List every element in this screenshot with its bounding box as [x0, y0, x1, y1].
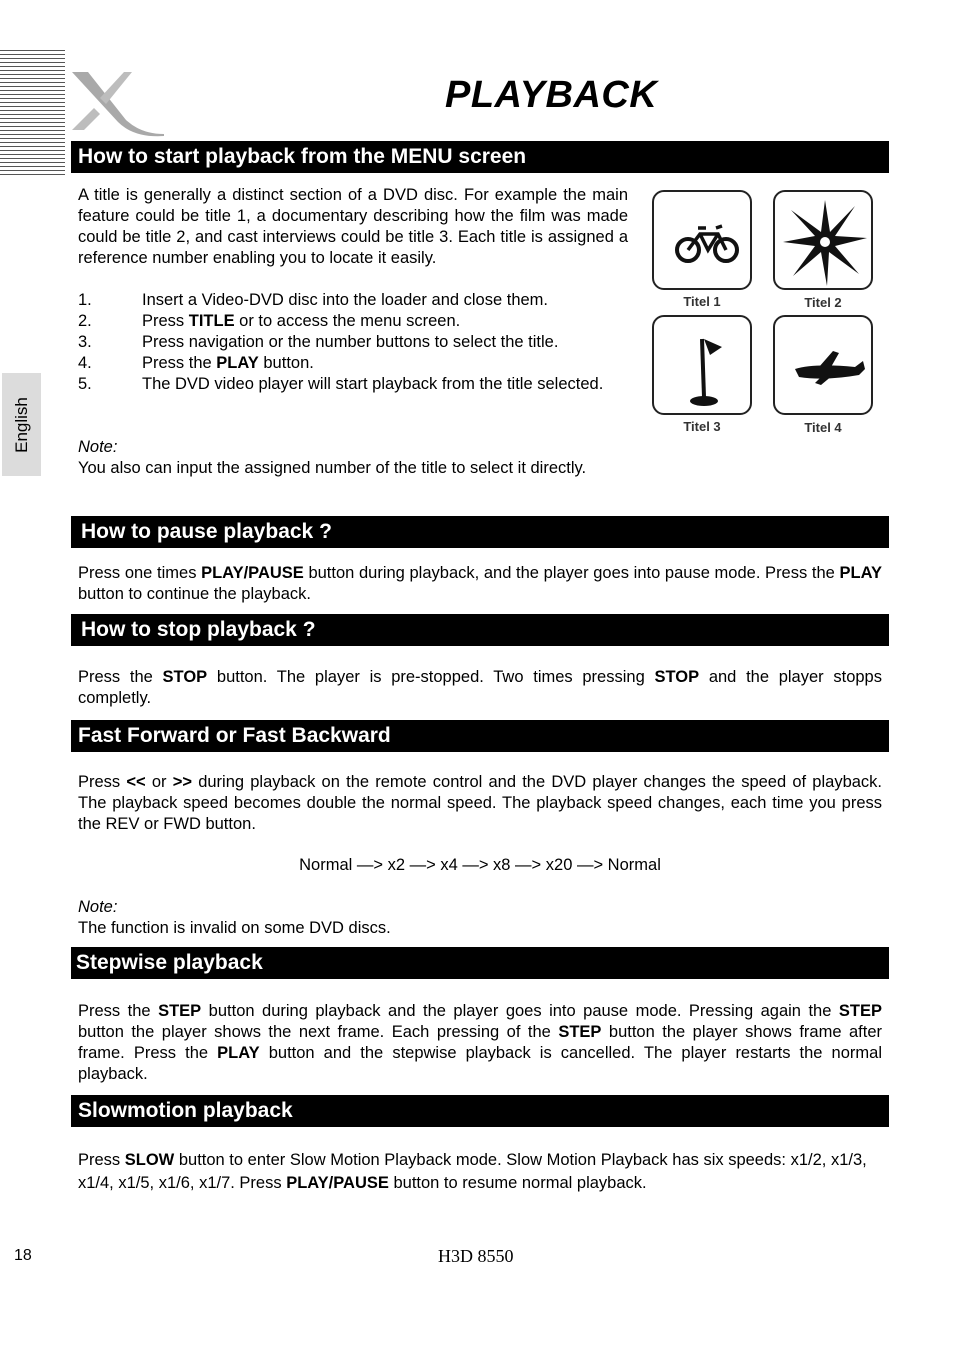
title-tile-3: [652, 315, 752, 415]
section-heading-text: How to stop playback ?: [81, 618, 316, 641]
heading-texture: [849, 720, 889, 752]
page-title: PLAYBACK: [445, 74, 658, 116]
list-item: [78, 311, 628, 332]
note-text: The function is invalid on some DVD discs.: [78, 919, 391, 937]
model-name: H3D 8550: [438, 1246, 514, 1266]
list-item: [78, 353, 628, 374]
tile-label: Titel 1: [683, 294, 721, 309]
tile-label: Titel 2: [804, 295, 842, 310]
decorative-stripes: [0, 50, 65, 178]
note-label: Note:: [78, 898, 118, 916]
list-item: [78, 332, 628, 353]
step-text: Insert a Video-DVD disc into the loader and close them.: [142, 291, 548, 309]
section-heading-text: How to start playback from the MENU screen: [78, 145, 527, 168]
menu-intro: [78, 185, 628, 269]
language-label: English: [11, 396, 31, 453]
section-heading-step: [71, 947, 889, 979]
starburst-icon: [775, 192, 875, 292]
list-item: [78, 374, 628, 395]
menu-note: [78, 437, 628, 479]
speed-sequence: Normal —> x2 —> x4 —> x8 —> x20 —> Normal: [299, 856, 661, 874]
section-heading-text: How to pause playback ?: [81, 520, 332, 543]
note-label: Note:: [78, 438, 118, 456]
fast-note: [78, 897, 882, 939]
tile-label: Titel 4: [804, 420, 842, 435]
bicycle-icon: [654, 192, 754, 292]
fast-text: Press << or >> during playback on the remote control and the DVD player changes the speed of playback. The playback speed becomes double the normal speed. The playback speed changes, each time you press the REV or FWD button.: [78, 773, 883, 833]
page-number: 18: [14, 1247, 32, 1264]
step-number: 2.: [78, 312, 92, 330]
pause-text: Press one times PLAY/PAUSE button during playback, and the player goes into pause mode. Press the PLAY button to continue the playback.: [78, 564, 882, 603]
title-tile-1: [652, 190, 752, 290]
tile-label: Titel 3: [683, 419, 721, 434]
brand-logo-icon: [66, 68, 166, 138]
title-tile-2: [773, 190, 873, 290]
list-item: [78, 290, 628, 311]
heading-texture: [849, 141, 889, 173]
step-text: Press navigation or the number buttons to select the title.: [142, 333, 559, 351]
menu-intro-text: A title is generally a distinct section of a DVD disc. For example the main feature could be title 1, a documentary describing how the film was made could be title 2, and cast interviews could be title 3. Each title is assigned a reference number enabling you to locate it easily.: [78, 186, 628, 267]
section-heading-menu: [71, 141, 889, 173]
step-text: The DVD video player will start playback from the title selected.: [142, 375, 604, 393]
step-text: Press TITLE or to access the menu screen.: [142, 312, 461, 330]
section-heading-fast: [71, 720, 889, 752]
airplane-icon: [775, 317, 875, 417]
section-heading-text: Fast Forward or Fast Backward: [78, 724, 391, 747]
menu-steps-list: [78, 290, 628, 395]
step-number: 1.: [78, 291, 92, 309]
heading-texture: [849, 1095, 889, 1127]
title-tile-4: [773, 315, 873, 415]
heading-texture: [849, 516, 889, 548]
section-heading-slow: [71, 1095, 889, 1127]
section-heading-pause: [71, 516, 889, 548]
section-heading-text: Slowmotion playback: [78, 1099, 293, 1122]
slow-text: Press SLOW button to enter Slow Motion Playback mode. Slow Motion Playback has six speeds: x1/2, x1/3, x1/4, x1/5, x1/6, x1/7. Press PLAY/PAUSE button to resume normal playback.: [78, 1151, 867, 1192]
language-tab: [2, 373, 41, 476]
step-number: 3.: [78, 333, 92, 351]
heading-texture: [849, 614, 889, 646]
flag-icon: [654, 317, 754, 417]
stop-text: Press the STOP button. The player is pre-stopped. Two times pressing STOP and the player stopps completly.: [78, 668, 882, 707]
step-number: 5.: [78, 375, 92, 393]
section-heading-text: Stepwise playback: [76, 951, 263, 974]
section-heading-stop: [71, 614, 889, 646]
note-text: You also can input the assigned number of the title to select it directly.: [78, 459, 587, 477]
step-text: Press the STEP button during playback and the player goes into pause mode. Pressing again the STEP button the player shows the next frame. Each pressing of the STEP button the player shows frame after frame. Press the PLAY button and the stepwise playback is cancelled. The player restarts the normal playback.: [78, 1002, 882, 1083]
title-tiles: [650, 190, 880, 440]
heading-texture: [849, 947, 889, 979]
step-number: 4.: [78, 354, 92, 372]
step-text: Press the PLAY button.: [142, 354, 314, 372]
